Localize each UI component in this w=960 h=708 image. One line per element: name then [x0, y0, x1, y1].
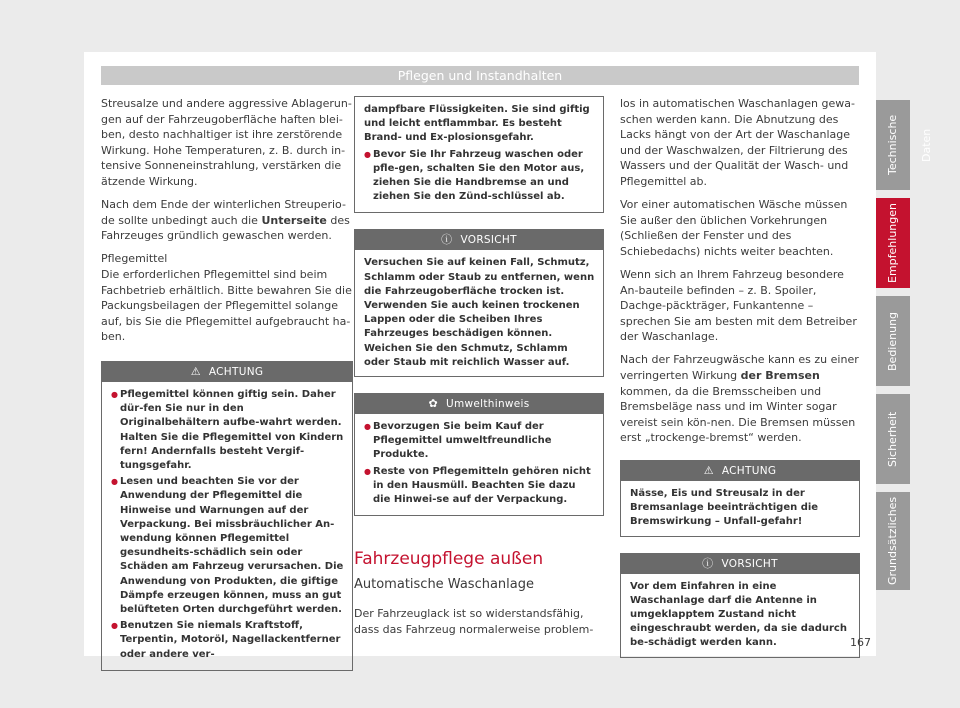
caution-box: [620, 553, 860, 658]
info-circle-icon: ⓘ: [441, 233, 453, 247]
list-item: ● Reste von Pflegemitteln gehören nicht in den Hausmüll. Beachten Sie dazu die Hinwei-se auf der Verpackung.: [364, 465, 595, 508]
caution-title: VORSICHT: [460, 234, 517, 247]
text: des Fahrzeuges gründlich gewaschen werden.: [101, 213, 350, 243]
environment-box: [354, 393, 604, 516]
tab-grundsaetzliches[interactable]: Grundsätzliches: [876, 492, 910, 590]
environment-box-body: [355, 414, 603, 515]
warning-box-header: [621, 461, 859, 481]
column-3: [620, 96, 860, 658]
continued-text: dampfbare Flüssigkeiten. Sie sind giftig und leicht entflammbar. Es besteht Brand- und Ex-plosionsgefahr.: [364, 104, 590, 144]
tab-bedienung[interactable]: Bedienung: [876, 296, 910, 386]
warning-title: ACHTUNG: [721, 464, 777, 477]
text: kommen, da die Bremsscheiben und Bremsbeläge nass und im Winter sogar vereist sein kön-nen. Die Bremsen müssen erst „trockenge-bremst“ werden.: [620, 384, 856, 445]
warning-box-body: [355, 97, 603, 212]
paragraph: los in automatischen Waschanlagen gewa-schen werden kann. Die Abnutzung des Lacks hängt von der Art der Waschanlage und der Waschwalzen, der Filtrierung des Wassers und der Qualität der Wasch- und Pflegemittel ab.: [620, 97, 855, 188]
list-item: ● Bevorzugen Sie beim Kauf der Pflegemittel umweltfreundliche Produkte.: [364, 420, 595, 463]
tab-technische-daten[interactable]: Technische Daten: [876, 100, 910, 190]
list-item: ● Benutzen Sie niemals Kraftstoff, Terpentin, Motoröl, Nagellackentferner oder andere ver-: [111, 619, 344, 662]
bold-text: der Bremsen: [740, 369, 820, 382]
paragraph: [620, 352, 860, 446]
paragraph: Vor einer automatischen Wäsche müssen Sie außer den üblichen Vorkehrungen (Schließen der Fenster und des Schiebedachs) nichts weiter beachten.: [620, 198, 848, 258]
column-2: [354, 96, 604, 645]
paragraph: Der Fahrzeuglack ist so widerstandsfähig, dass das Fahrzeug normalerweise problem-: [354, 607, 594, 636]
warning-box-continued: [354, 96, 604, 213]
warning-box-body: Nässe, Eis und Streusalz in der Bremsanlage beeinträchtigen die Bremswirkung – Unfall-gefahr!: [630, 487, 819, 528]
text: Nach dem Ende der winterlichen Streuperio-de sollte unbedingt auch die: [101, 198, 346, 227]
subheading: Pflegemittel: [101, 252, 168, 266]
section-title: Fahrzeugpflege außen: [354, 549, 544, 570]
caution-title: VORSICHT: [721, 557, 778, 570]
bold-text: Unterseite: [261, 213, 327, 227]
tab-empfehlungen[interactable]: Empfehlungen: [876, 198, 910, 288]
page-number: 167: [850, 636, 871, 649]
list-item: ● Lesen und beachten Sie vor der Anwendung der Pflegemittel die Hinweise und Warnungen auf der Verpackung. Bei missbräuchlicher An-wendung können Pflegemittel gesundheits-schädlich sein oder Schäden am Fahrzeug verursachen. Die Anwendung von Produkten, die giftige Dämpfe erzeugen können, muss an gut belüfteten Orten durchgeführt werden.: [111, 475, 344, 617]
paragraph: Wenn sich an Ihrem Fahrzeug besondere An-bauteile befinden – z. B. Spoiler, Dachge-päckträger, Funkantenne – sprechen Sie am besten mit dem Betreiber der Waschanlage.: [620, 267, 857, 344]
warning-box-body: [102, 382, 352, 670]
caution-box: [354, 229, 604, 377]
list-item: ● Pflegemittel können giftig sein. Daher dür-fen Sie nur in den Originalbehältern aufbe-wahrt werden. Halten Sie die Pflegemittel von Kindern fern! Andernfalls besteht Vergif-tungsgefahr.: [111, 388, 344, 473]
caution-box-header: [355, 230, 603, 250]
environment-box-header: [355, 394, 603, 414]
caution-box-body: Versuchen Sie auf keinen Fall, Schmutz, Schlamm oder Staub zu entfernen, wenn die Fahrzeugoberfläche trocken ist. Verwenden Sie auch keinen trockenen Lappen oder die Scheiben Ihres Fahrzeuges beschädigen können. Weichen Sie den Schmutz, Schlamm oder Staub mit reichlich Wasser auf.: [364, 257, 595, 368]
paragraph: Streusalze und andere aggressive Ablagerun-gen auf der Fahrzeugoberfläche haften blei-ben, desto nachhaltiger ist ihre zerstörende Wirkung. Hohe Temperaturen, z. B. durch in-tensive Sonneneinstrahlung, verstärken die ätzende Wirkung.: [101, 97, 352, 188]
tab-sicherheit[interactable]: Sicherheit: [876, 394, 910, 484]
warning-box-header: [102, 362, 352, 382]
environment-title: Umwelthinweis: [445, 398, 530, 411]
subsection-title: Automatische Waschanlage: [354, 577, 534, 593]
page-header: Pflegen und Instandhalten: [101, 66, 859, 85]
column-1: [101, 96, 353, 671]
caution-box-header: [621, 554, 859, 574]
environment-flower-icon: ✿: [428, 397, 438, 411]
info-circle-icon: ⓘ: [702, 556, 714, 570]
list-item: ● Bevor Sie Ihr Fahrzeug waschen oder pfle-gen, schalten Sie den Motor aus, ziehen Sie die Handbremse an und ziehen Sie den Zünd-schlüssel ab.: [364, 148, 595, 205]
paragraph: Die erforderlichen Pflegemittel sind beim Fachbetrieb erhältlich. Bitte bewahren Sie die Packungsbeilagen der Pflegemittel solange auf, bis Sie die Pflegemittel aufgebraucht ha-ben.: [101, 267, 352, 344]
warning-box: [101, 361, 353, 671]
warning-icon: ⚠: [703, 463, 714, 477]
paragraph: [101, 197, 353, 244]
warning-box: [620, 460, 860, 537]
text: Nach der Fahrzeugwäsche kann es zu einer verringerten Wirkung: [620, 353, 859, 382]
warning-title: ACHTUNG: [208, 365, 264, 378]
warning-icon: ⚠: [190, 364, 201, 378]
caution-box-body: Vor dem Einfahren in eine Waschanlage darf die Antenne in umgeklapptem Zustand nicht eingeschraubt werden, da sie dadurch be-schädigt werden kann.: [630, 580, 847, 649]
